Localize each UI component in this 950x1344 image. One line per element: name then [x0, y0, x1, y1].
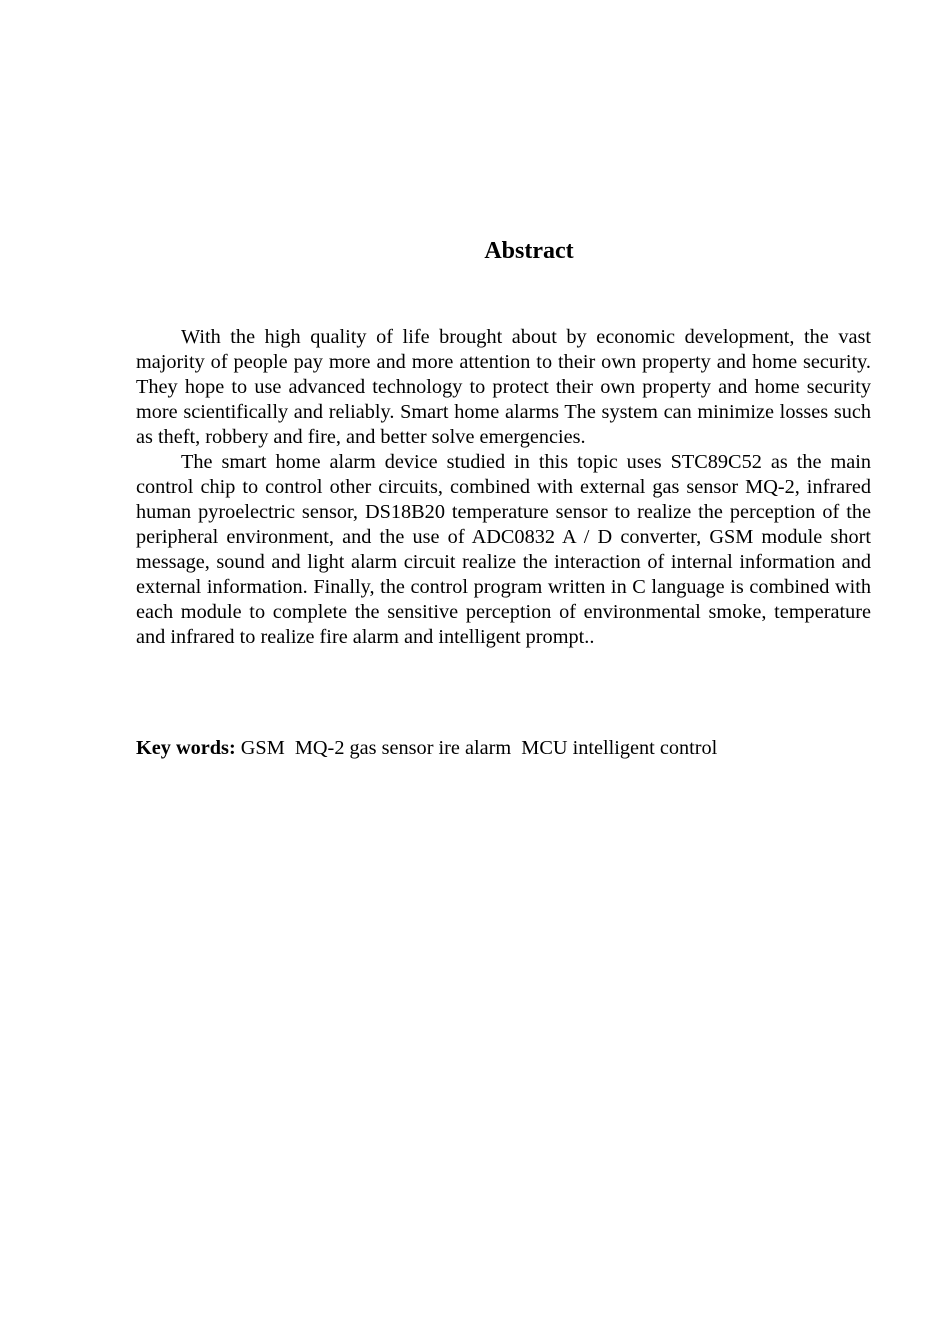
abstract-title: Abstract: [484, 238, 574, 264]
abstract-paragraph-1: With the high quality of life brought about by economic development, the vast majority of people pay more and more attention to their own property and home security. They hope to use advanced technology to protect their own property and home security more scientifically and reliably. Smart home alarms The system can minimize losses such as theft, robbery and fire, and better solve emergencies.: [136, 326, 871, 448]
keywords-text: GSM MQ-2 gas sensor ire alarm MCU intelligent control: [240, 737, 718, 759]
keywords-label: Key words:: [136, 737, 236, 759]
keywords-line: [136, 736, 871, 761]
abstract-paragraph-2: The smart home alarm device studied in this topic uses STC89C52 as the main control chip to control other circuits, combined with external gas sensor MQ-2, infrared human pyroelectric sensor, DS18B20 temperature sensor to realize the perception of the peripheral environment, and the use of ADC0832 A / D converter, GSM module short message, sound and light alarm circuit realize the interaction of internal information and external information. Finally, the control program written in C language is combined with each module to complete the sensitive perception of environmental smoke, temperature and infrared to realize fire alarm and intelligent prompt..: [136, 451, 871, 648]
abstract-body: [136, 325, 871, 650]
